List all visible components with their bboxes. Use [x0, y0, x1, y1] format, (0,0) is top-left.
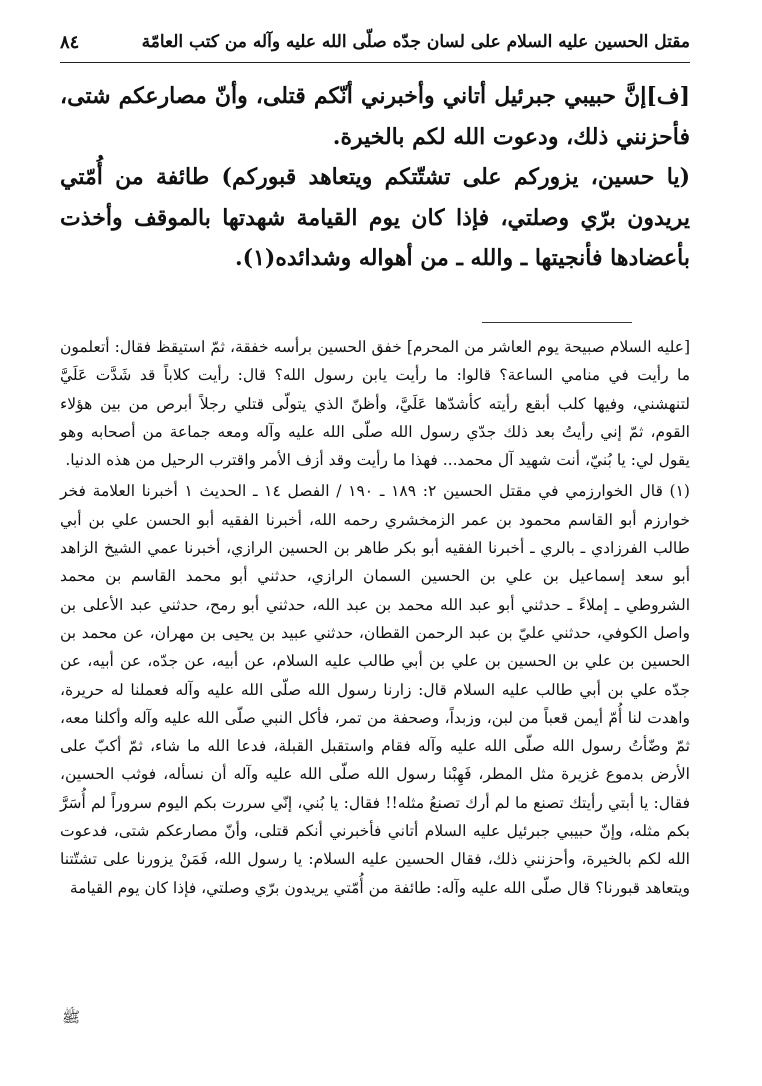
footnotes	[60, 333, 690, 902]
continuation-mark: ﷺ	[62, 1008, 81, 1026]
main-paragraph: (يا حسين، يزوركم على تشتّتكم ويتعاهد قبوركم) طائفة من أُمّتي يريدون برّي وصلتي، فإذا كان يوم القيامة شهدتها بالموقف وأخذت بأعضادها فأنجيتها ـ والله ـ من أهواله وشدائده(١).	[60, 164, 690, 271]
footnote-1: (١) قال الخوارزمي في مقتل الحسين ٢: ١٨٩ ـ ١٩٠ / الفصل ١٤ ـ الحديث ١ أخبرنا العلامة فخر خوارزم أبو القاسم محمود بن عمر الزمخشري رحمه الله، أخبرنا الفقيه أبو الحسن علي بن أبي طالب الفرزادي ـ بالري ـ أخبرنا الفقيه أبو بكر طاهر بن الحسين الرازي، أخبرنا عمي الشيخ الزاهد أبو سعد إسماعيل بن علي بن الحسين السمان الرازي، حدثني أبو محمد القاسم بن محمد الشروطي ـ إملاءً ـ حدثني أبو عبد الله محمد بن عبد الله، حدثني أبو رمح، حدثني عبد الأعلى بن واصل الكوفي، حدثني عليّ بن عبد الرحمن القطان، حدثني عبيد بن يحيى بن مهران، عن محمد بن الحسين بن علي بن الحسين بن علي بن أبي طالب عليه السلام، عن أبيه، عن جدّه، عن أبيه، عن جدّه علي بن أبي طالب عليه السلام قال: زارنا رسول الله صلّى الله عليه وآله فعملنا له حريرة، واهدت لنا أُمّ أيمن قعباً من لبن، وزبداً، وصحفة من تمر، فأكل النبي صلّى الله عليه وآله وأكلنا معه، ثمّ وضّأتُ رسول الله صلّى الله عليه وآله فقام واستقبل القبلة، فدعا الله ما شاء، ثمّ أكبّ على الأرض بدموع غزيرة مثل المطر، فَهِبْنا رسول الله صلّى الله عليه وآله أن نسأله، فوثب الحسين، فقال: يا أبتي رأيتك تصنع ما لم أرك تصنعُ مثله!! فقال: يا بُني، إنّي سررت بكم اليوم سروراً لم أُسَرَّ بكم مثله، وإنّ حبيبي جبرئيل عليه السلام أتاني فأخبرني أنكم قتلى، وأنّ مصارعكم شتى، فدعوت الله لكم بالخيرة، وأحزنني ذلك، فقال الحسين عليه السلام: يا رسول الله، فَمَنْ يزورنا على تشتّتنا ويتعاهد قبورنا؟ قال صلّى الله عليه وآله: طائفة من أُمّتي يريدون برّي وصلتي، فإذا كان يوم القيامة	[60, 482, 690, 897]
footnote-separator	[482, 322, 632, 323]
main-paragraph: [ف]إنَّ حبيبي جبرئيل أتاني وأخبرني أنّكم قتلى، وأنّ مصارعكم شتى، فأحزنني ذلك، ودعوت الله لكم بالخيرة.	[60, 83, 690, 150]
main-text	[60, 76, 690, 279]
header-divider	[60, 62, 690, 63]
footnote-continuation: [عليه السلام صبيحة يوم العاشر من المحرم] خفق الحسين برأسه خفقة، ثمّ استيقظ فقال: أتعلمون ما رأيت في منامي الساعة؟ قالوا: ما رأيت يابن رسول الله؟ قال: رأيت كلاباً قد شَدَّت عَلَيَّ لتنهشني، وفيها كلب أبقع رأيته كأشدّها عَلَيَّ، وأظنّ الذي يتولّى قتلي رجلاً أبرص من بين هؤلاء القوم، ثمّ إني رأيتُ بعد ذلك جدّي رسول الله صلّى الله عليه وآله ومعه جماعة من أصحابه وهو يقول لي: يا بُنيّ، أنت شهيد آل محمد... فهذا ما رأيت وقد أزف الأمر واقترب الرحيل من هذه الدنيا.	[60, 338, 690, 470]
running-header	[60, 30, 690, 60]
running-header-title: مقتل الحسين عليه السلام على لسان جدّه صلّى الله عليه وآله من كتب العامّة	[141, 32, 690, 52]
page-number: ٨٤	[60, 32, 80, 53]
